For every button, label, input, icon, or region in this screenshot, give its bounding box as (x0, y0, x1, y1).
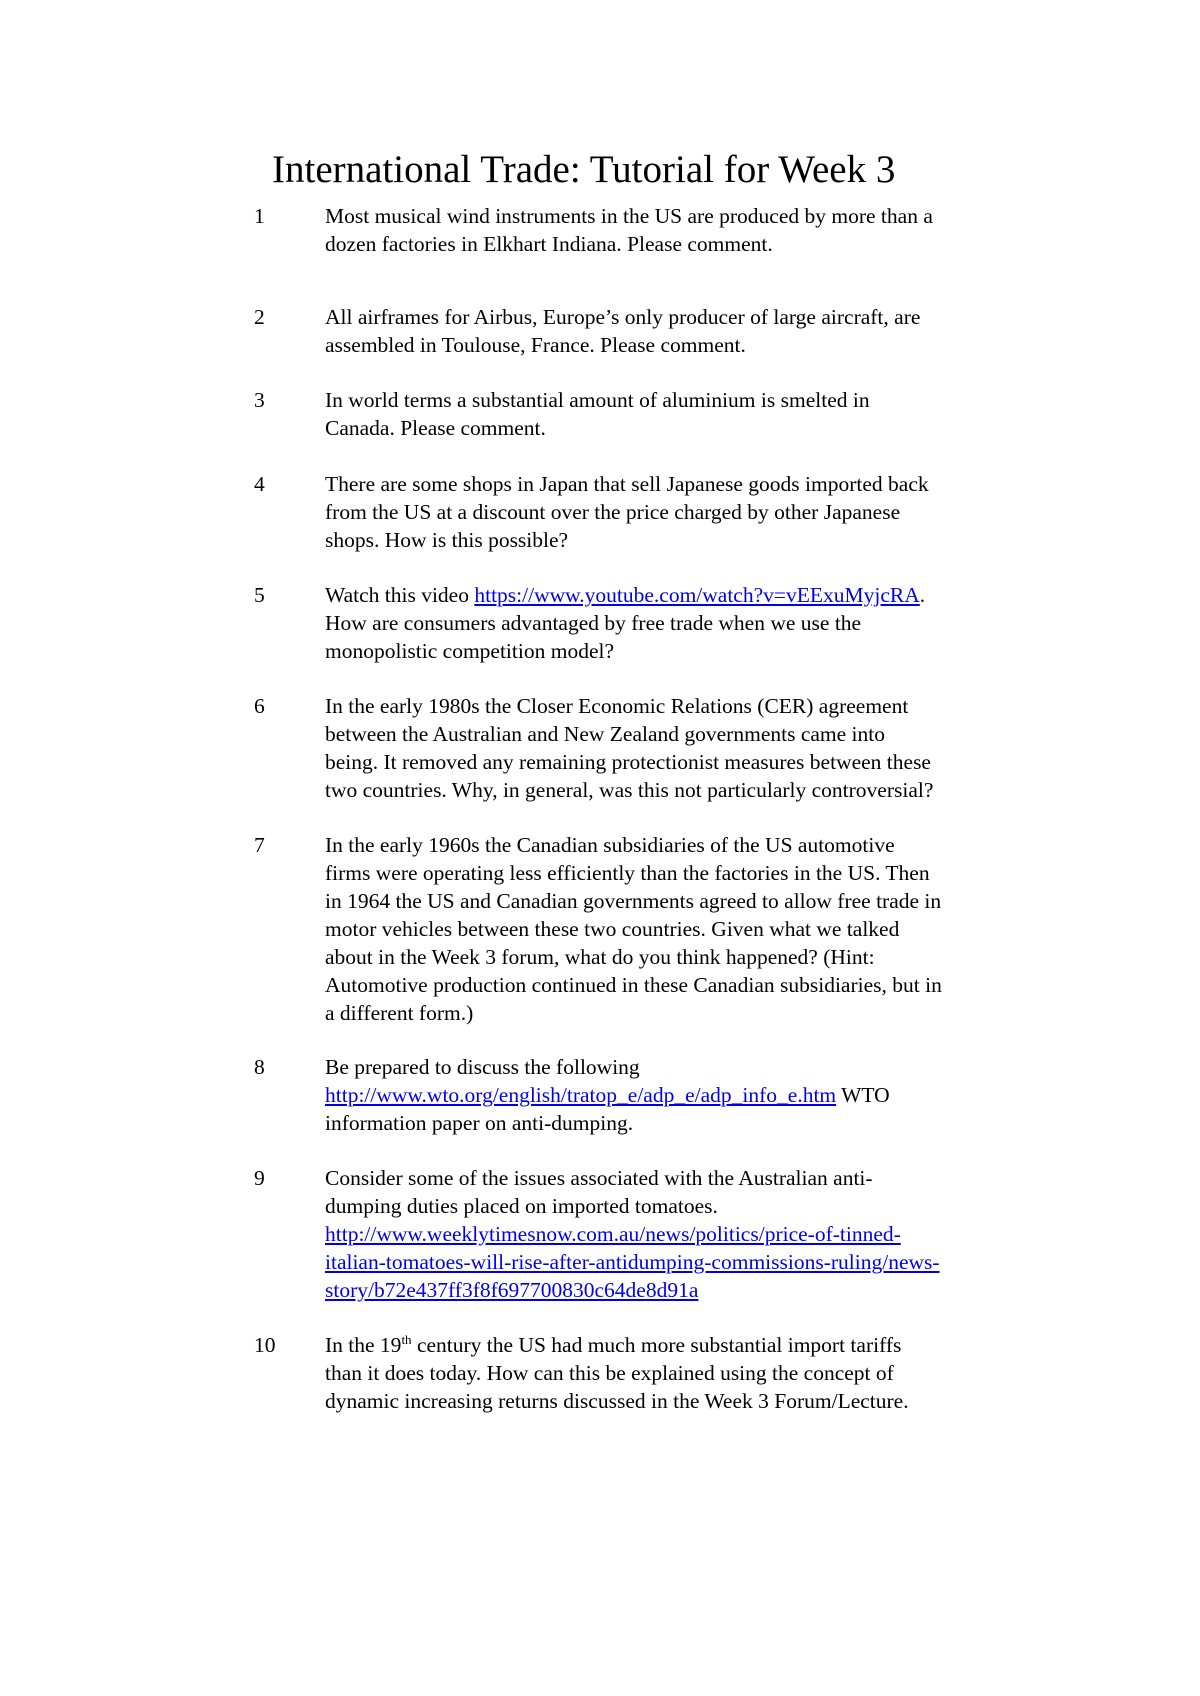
question-line: between the Australian and New Zealand governments came into (325, 722, 885, 746)
question-line: being. It removed any remaining protectionist measures between these (325, 750, 931, 774)
question-line: in 1964 the US and Canadian governments agreed to allow free trade in (325, 889, 942, 913)
question-number: 6 (254, 694, 265, 718)
question-line: Be prepared to discuss the following (325, 1055, 640, 1079)
question-text-segment: . (919, 583, 926, 607)
question-text (325, 1331, 1025, 1415)
question-number: 5 (254, 583, 265, 607)
question-line: information paper on anti-dumping. (325, 1111, 634, 1135)
question-number: 9 (254, 1166, 265, 1190)
question-line: Canada. Please comment. (325, 416, 546, 440)
question-line (325, 1331, 1025, 1359)
question-text (325, 303, 1025, 359)
question-line: shops. How is this possible? (325, 528, 569, 552)
question-line: Consider some of the issues associated with the Australian anti- (325, 1166, 873, 1190)
question-line: dumping duties placed on imported tomatoes. (325, 1194, 718, 1218)
question-line: In world terms a substantial amount of aluminium is smelted in (325, 388, 870, 412)
wto-antidumping-link[interactable]: http://www.wto.org/english/tratop_e/adp_e/adp_info_e.htm (325, 1083, 837, 1107)
weeklytimes-article-link[interactable]: italian-tomatoes-will-rise-after-antidumping-commissions-ruling/news- (325, 1250, 940, 1274)
question-line: assembled in Toulouse, France. Please comment. (325, 333, 746, 357)
question-text-segment: Watch this video (325, 583, 475, 607)
question-text-segment: WTO (836, 1083, 890, 1107)
question-text (325, 470, 1025, 554)
question-line: monopolistic competition model? (325, 639, 615, 663)
question-line (325, 581, 1025, 609)
question-line: dynamic increasing returns discussed in the Week 3 Forum/Lecture. (325, 1389, 909, 1413)
youtube-video-link[interactable]: https://www.youtube.com/watch?v=vEExuMyjcRA (474, 583, 920, 607)
question-text-segment: In the 19 (325, 1333, 402, 1357)
question-number: 2 (254, 305, 265, 329)
question-text (325, 581, 1025, 665)
question-text (325, 1164, 1025, 1304)
document-title: International Trade: Tutorial for Week 3 (272, 148, 896, 191)
question-line: All airframes for Airbus, Europe’s only producer of large aircraft, are (325, 305, 921, 329)
question-text-segment: century the US had much more substantial import tariffs (411, 1333, 902, 1357)
question-line: Most musical wind instruments in the US are produced by more than a (325, 204, 933, 228)
question-line: from the US at a discount over the price charged by other Japanese (325, 500, 901, 524)
ordinal-superscript: th (401, 1332, 412, 1347)
question-line: a different form.) (325, 1001, 474, 1025)
question-line: motor vehicles between these two countries. Given what we talked (325, 917, 900, 941)
weeklytimes-article-link[interactable]: http://www.weeklytimesnow.com.au/news/politics/price-of-tinned- (325, 1222, 901, 1246)
question-line[interactable] (325, 1276, 1025, 1304)
question-number: 7 (254, 833, 265, 857)
question-number: 3 (254, 388, 265, 412)
question-text (325, 386, 1025, 442)
question-number: 1 (254, 204, 265, 228)
question-text (325, 692, 1025, 804)
question-line: There are some shops in Japan that sell Japanese goods imported back (325, 472, 929, 496)
question-line: firms were operating less efficiently than the factories in the US. Then (325, 861, 930, 885)
question-number: 10 (254, 1333, 276, 1357)
question-line: about in the Week 3 forum, what do you think happened? (Hint: (325, 945, 875, 969)
question-line: In the early 1980s the Closer Economic Relations (CER) agreement (325, 694, 909, 718)
question-line[interactable] (325, 1220, 1025, 1248)
question-number: 4 (254, 472, 265, 496)
question-number: 8 (254, 1055, 265, 1079)
question-line: dozen factories in Elkhart Indiana. Please comment. (325, 232, 773, 256)
question-line: In the early 1960s the Canadian subsidiaries of the US automotive (325, 833, 895, 857)
question-text (325, 202, 1025, 258)
question-line: How are consumers advantaged by free trade when we use the (325, 611, 862, 635)
question-line: than it does today. How can this be explained using the concept of (325, 1361, 894, 1385)
question-line: Automotive production continued in these Canadian subsidiaries, but in (325, 973, 942, 997)
question-text (325, 1053, 1025, 1137)
question-line (325, 1081, 1025, 1109)
question-line[interactable] (325, 1248, 1025, 1276)
question-line: two countries. Why, in general, was this not particularly controversial? (325, 778, 934, 802)
question-text (325, 831, 1025, 1027)
weeklytimes-article-link[interactable]: story/b72e437ff3f8f697700830c64de8d91a (325, 1278, 699, 1302)
